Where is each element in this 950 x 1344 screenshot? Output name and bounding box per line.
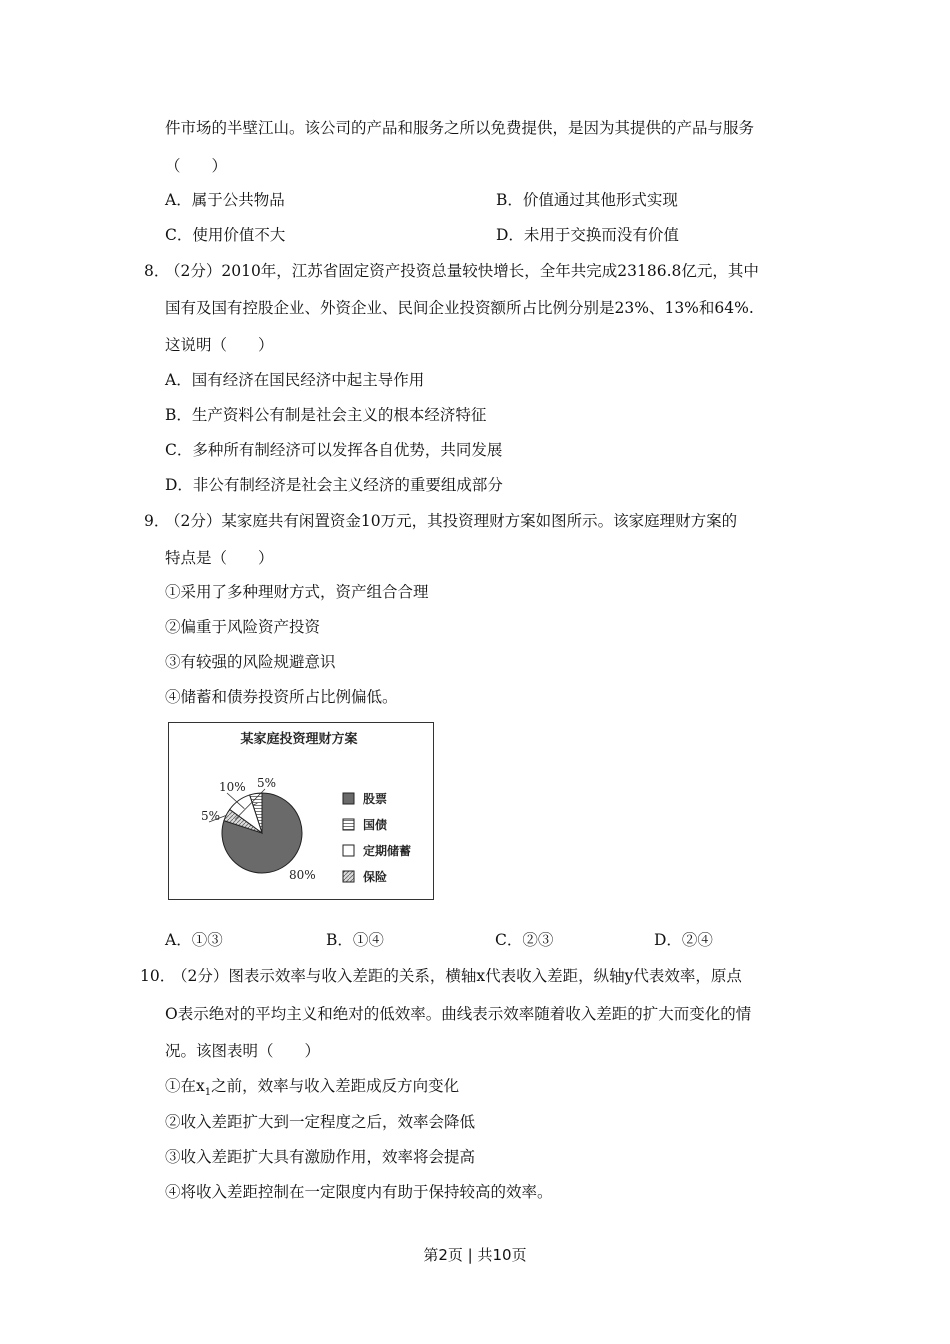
q9-stem-line1: （2分）某家庭共有闲置资金10万元，其投资理财方案如图所示。该家庭理财方案的 <box>165 512 738 530</box>
q7-continuation: 件市场的半壁江山。该公司的产品和服务之所以免费提供，是因为其提供的产品与服务 <box>165 119 755 137</box>
q10-item-2: ②收入差距扩大到一定程度之后，效率会降低 <box>165 1113 476 1131</box>
page-footer: 第2页 | 共10页 <box>423 1246 527 1264</box>
investment-pie-chart-figure <box>168 722 434 900</box>
q10-stem-line1: （2分）图表示效率与收入差距的关系，横轴x代表收入差距，纵轴y代表效率，原点 <box>172 967 742 985</box>
q7-answer-paren: （ ） <box>165 157 228 175</box>
q8-stem-line3: 这说明（ ） <box>165 336 274 354</box>
legend-label-2: 定期储蓄 <box>363 844 412 858</box>
q10-number: 10． <box>140 967 176 985</box>
legend-label-3: 保险 <box>363 870 388 884</box>
q9-item-4: ④储蓄和债券投资所占比例偏低。 <box>165 688 398 706</box>
q10-stem-line3: 况。该图表明（ ） <box>165 1042 321 1060</box>
q8-option-a: A．国有经济在国民经济中起主导作用 <box>165 371 425 389</box>
legend-swatch-2 <box>343 845 354 856</box>
q9-item-3: ③有较强的风险规避意识 <box>165 653 336 671</box>
pie-label-2: 10% <box>219 780 246 794</box>
q9-option-b: B．①④ <box>326 931 384 949</box>
q8-option-c: C．多种所有制经济可以发挥各自优势，共同发展 <box>165 441 503 459</box>
pie-chart-svg <box>169 723 432 898</box>
chart-title: 某家庭投资理财方案 <box>240 732 358 747</box>
legend-label-0: 股票 <box>363 792 388 806</box>
legend-swatch-0 <box>343 793 354 804</box>
q7-option-c: C．使用价值不大 <box>165 226 286 244</box>
legend-swatch-3 <box>343 871 354 882</box>
q8-option-d: D．非公有制经济是社会主义经济的重要组成部分 <box>165 476 503 494</box>
q10-item-1-sub: 1 <box>204 1087 212 1099</box>
q10-item-4: ④将收入差距控制在一定限度内有助于保持较高的效率。 <box>165 1183 553 1201</box>
q7-option-b: B．价值通过其他形式实现 <box>496 191 678 209</box>
q8-stem-line2: 国有及国有控股企业、外资企业、民间企业投资额所占比例分别是23%、13%和64%. <box>165 299 754 317</box>
q9-item-1: ①采用了多种理财方式，资产组合合理 <box>165 583 429 601</box>
pie-slices <box>201 776 316 882</box>
pie-label-3: 5% <box>257 776 277 790</box>
legend-label-1: 国债 <box>363 818 388 832</box>
pie-label-0: 80% <box>289 868 316 882</box>
q10-stem-line2: O表示绝对的平均主义和绝对的低效率。曲线表示效率随着收入差距的扩大而变化的情 <box>165 1005 752 1023</box>
pie-label-1: 5% <box>201 809 221 823</box>
q10-item-3: ③收入差距扩大具有激励作用，效率将会提高 <box>165 1148 476 1166</box>
q10-item-1 <box>165 1076 459 1103</box>
q9-option-c: C．②③ <box>495 931 554 949</box>
chart-legend <box>343 791 411 884</box>
q8-option-b: B．生产资料公有制是社会主义的根本经济特征 <box>165 406 487 424</box>
q10-item-1-post: 之前，效率与收入差距成反方向变化 <box>211 1077 460 1095</box>
q7-option-a: A．属于公共物品 <box>165 191 285 209</box>
q9-stem-line2: 特点是（ ） <box>165 549 274 567</box>
q8-number: 8． <box>144 262 170 280</box>
q9-option-d: D．②④ <box>654 931 713 949</box>
q10-item-1-pre: ①在x <box>165 1077 205 1095</box>
q7-option-d: D．未用于交换而没有价值 <box>496 226 679 244</box>
q9-item-2: ②偏重于风险资产投资 <box>165 618 321 636</box>
q9-number: 9． <box>144 512 170 530</box>
q9-option-a: A．①③ <box>165 931 223 949</box>
legend-swatch-1 <box>343 819 354 830</box>
q8-stem-line1: （2分）2010年，江苏省固定资产投资总量较快增长，全年共完成23186.8亿元，其中 <box>165 262 759 280</box>
